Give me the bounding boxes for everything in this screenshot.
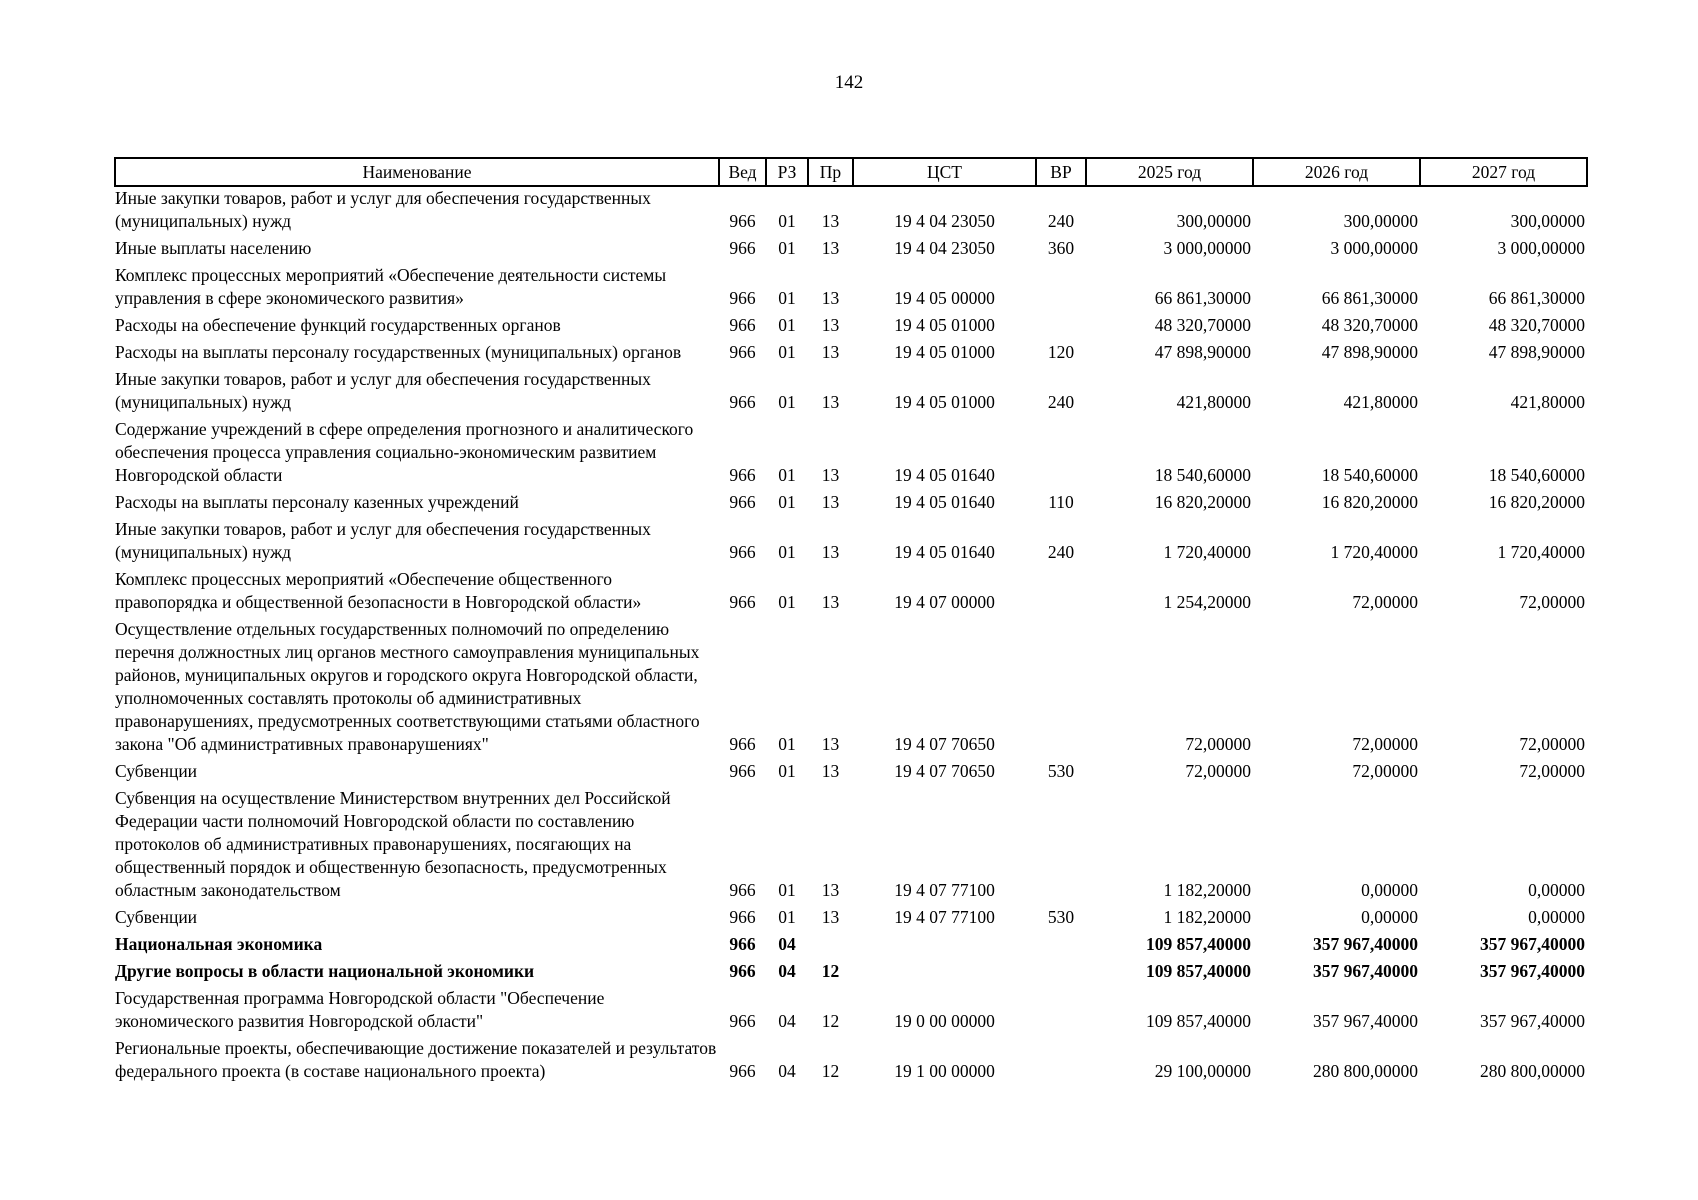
header-vr: ВР	[1036, 158, 1086, 186]
cell-name: Расходы на выплаты персоналу государственных (муниципальных) органов	[115, 342, 682, 362]
cell-pr: 13	[821, 392, 840, 412]
cell-vr: 360	[1047, 238, 1075, 258]
cell-name: Субвенция на осуществление Министерством внутренних дел Российской Федерации части полномочий Новгородской области по составлению протоколов об административных правонарушениях, посягающих на общественный порядок и общественную безопасность, предусмотренных областным законодательством	[115, 788, 671, 900]
header-2025: 2025 год	[1086, 158, 1253, 186]
cell-pr: 12	[821, 1061, 840, 1081]
cell-2027: 421,80000	[1510, 392, 1585, 412]
cell-pr: 13	[821, 492, 840, 512]
cell-2026: 48 320,70000	[1321, 315, 1418, 335]
table-header-row	[115, 158, 1587, 186]
cell-ved: 966	[729, 492, 756, 512]
cell-rz: 01	[778, 880, 796, 900]
cell-ved: 966	[729, 542, 756, 562]
cell-2026: 357 967,40000	[1313, 934, 1418, 954]
cell-ved: 966	[729, 342, 756, 362]
cell-cst: 19 4 05 01640	[894, 492, 995, 512]
cell-2025: 1 720,40000	[1163, 542, 1251, 562]
cell-ved: 966	[729, 288, 756, 308]
cell-vr	[1036, 618, 1086, 760]
cell-2025: 300,00000	[1176, 211, 1251, 231]
cell-pr: 13	[821, 880, 840, 900]
cell-2025: 1 182,20000	[1163, 880, 1251, 900]
table-row	[115, 618, 1587, 760]
cell-pr: 13	[821, 761, 840, 781]
cell-vr: 240	[1047, 542, 1075, 562]
cell-ved: 966	[729, 880, 756, 900]
cell-rz: 01	[778, 211, 796, 231]
cell-ved: 966	[729, 238, 756, 258]
cell-rz: 01	[778, 542, 796, 562]
cell-2026: 421,80000	[1343, 392, 1418, 412]
header-2027: 2027 год	[1420, 158, 1587, 186]
cell-vr	[1036, 987, 1086, 1037]
cell-ved: 966	[729, 211, 756, 231]
cell-pr: 12	[821, 961, 840, 981]
cell-2027: 72,00000	[1519, 734, 1585, 754]
cell-ved: 966	[729, 465, 756, 485]
cell-name: Иные закупки товаров, работ и услуг для обеспечения государственных (муниципальных) нужд	[115, 519, 651, 562]
cell-name: Региональные проекты, обеспечивающие достижение показателей и результатов федерального проекта (в составе национального проекта)	[115, 1038, 717, 1081]
cell-ved: 966	[729, 1061, 756, 1081]
cell-pr: 13	[821, 238, 840, 258]
cell-2027: 280 800,00000	[1480, 1061, 1585, 1081]
cell-2027: 16 820,20000	[1488, 492, 1585, 512]
table-row	[115, 314, 1587, 341]
cell-rz: 01	[778, 392, 796, 412]
table-row	[115, 518, 1587, 568]
cell-2026: 72,00000	[1352, 734, 1418, 754]
table-row	[115, 787, 1587, 906]
cell-2027: 357 967,40000	[1480, 1011, 1585, 1031]
header-pr: Пр	[808, 158, 853, 186]
cell-vr: 240	[1047, 211, 1075, 231]
table-row	[115, 1037, 1587, 1087]
cell-cst: 19 4 04 23050	[894, 211, 995, 231]
cell-name: Иные выплаты населению	[115, 238, 312, 258]
table-row	[115, 237, 1587, 264]
cell-cst: 19 4 05 01000	[894, 342, 995, 362]
table-row	[115, 987, 1587, 1037]
cell-rz: 01	[778, 238, 796, 258]
header-cst: ЦСТ	[853, 158, 1036, 186]
cell-ved: 966	[729, 734, 756, 754]
table-row	[115, 933, 1587, 960]
cell-2025: 109 857,40000	[1146, 934, 1251, 954]
cell-vr	[1036, 933, 1086, 960]
table-row	[115, 186, 1587, 237]
cell-ved: 966	[729, 592, 756, 612]
cell-2026: 47 898,90000	[1321, 342, 1418, 362]
cell-name: Другие вопросы в области национальной экономики	[115, 961, 535, 981]
cell-2027: 47 898,90000	[1488, 342, 1585, 362]
cell-name: Комплекс процессных мероприятий «Обеспечение общественного правопорядка и общественной безопасности в Новгородской области»	[115, 569, 642, 612]
header-name: Наименование	[115, 158, 719, 186]
cell-ved: 966	[729, 934, 756, 954]
cell-name: Иные закупки товаров, работ и услуг для обеспечения государственных (муниципальных) нужд	[115, 188, 651, 231]
cell-2027: 48 320,70000	[1488, 315, 1585, 335]
cell-2026: 66 861,30000	[1321, 288, 1418, 308]
cell-rz: 01	[778, 492, 796, 512]
cell-cst: 19 4 07 70650	[894, 761, 995, 781]
cell-2025: 72,00000	[1185, 734, 1251, 754]
cell-cst: 19 4 05 00000	[894, 288, 995, 308]
cell-rz: 01	[778, 734, 796, 754]
cell-cst: 19 1 00 00000	[894, 1061, 995, 1081]
cell-2026: 357 967,40000	[1313, 961, 1418, 981]
cell-pr: 13	[821, 542, 840, 562]
cell-pr: 13	[821, 315, 840, 335]
cell-2027: 3 000,00000	[1497, 238, 1585, 258]
cell-2026: 0,00000	[1361, 880, 1418, 900]
cell-name: Расходы на выплаты персоналу казенных учреждений	[115, 492, 519, 512]
table-body	[115, 186, 1587, 1087]
cell-2027: 0,00000	[1528, 907, 1585, 927]
table-row	[115, 760, 1587, 787]
cell-2027: 72,00000	[1519, 761, 1585, 781]
cell-rz: 01	[778, 288, 796, 308]
cell-rz: 04	[778, 961, 796, 981]
cell-2025: 47 898,90000	[1154, 342, 1251, 362]
cell-2027: 0,00000	[1528, 880, 1585, 900]
table-row	[115, 906, 1587, 933]
cell-rz: 01	[778, 592, 796, 612]
cell-name: Государственная программа Новгородской области "Обеспечение экономического развития Новгородской области"	[115, 988, 605, 1031]
cell-2026: 357 967,40000	[1313, 1011, 1418, 1031]
cell-name: Содержание учреждений в сфере определения прогнозного и аналитического обеспечения процесса управления социально-экономическим развитием Новгородской области	[115, 419, 694, 485]
cell-name: Национальная экономика	[115, 934, 323, 954]
cell-pr: 13	[821, 592, 840, 612]
header-2026: 2026 год	[1253, 158, 1420, 186]
cell-2027: 357 967,40000	[1480, 934, 1585, 954]
cell-rz: 01	[778, 342, 796, 362]
cell-vr	[1036, 264, 1086, 314]
cell-2026: 280 800,00000	[1313, 1061, 1418, 1081]
cell-rz: 04	[778, 934, 796, 954]
cell-vr	[1036, 787, 1086, 906]
header-rz: РЗ	[766, 158, 808, 186]
cell-cst: 19 4 04 23050	[894, 238, 995, 258]
cell-vr: 530	[1047, 761, 1075, 781]
cell-2025: 29 100,00000	[1154, 1061, 1251, 1081]
cell-ved: 966	[729, 907, 756, 927]
cell-cst	[853, 960, 1036, 987]
cell-rz: 01	[778, 761, 796, 781]
cell-vr	[1036, 960, 1086, 987]
page-number: 142	[834, 72, 864, 93]
table-row	[115, 341, 1587, 368]
cell-2027: 357 967,40000	[1480, 961, 1585, 981]
cell-name: Субвенции	[115, 761, 198, 781]
cell-cst: 19 4 05 01000	[894, 315, 995, 335]
cell-2025: 72,00000	[1185, 761, 1251, 781]
cell-name: Осуществление отдельных государственных полномочий по определению перечня должностных лиц органов местного самоуправления муниципальных районов, муниципальных округов и городского округа Новгородской области, уполномоченных составлять протоколы об административных правонарушениях, предусмотренных соответствующими статьями областного закона "Об административных правонарушениях"	[115, 619, 700, 754]
cell-ved: 966	[729, 1011, 756, 1031]
cell-cst: 19 4 05 01640	[894, 465, 995, 485]
cell-2027: 72,00000	[1519, 592, 1585, 612]
cell-2026: 300,00000	[1343, 211, 1418, 231]
cell-2027: 18 540,60000	[1488, 465, 1585, 485]
cell-vr: 240	[1047, 392, 1075, 412]
cell-2026: 1 720,40000	[1330, 542, 1418, 562]
cell-cst: 19 4 07 77100	[894, 907, 995, 927]
table-row	[115, 491, 1587, 518]
cell-name: Иные закупки товаров, работ и услуг для обеспечения государственных (муниципальных) нужд	[115, 369, 651, 412]
cell-2025: 1 182,20000	[1163, 907, 1251, 927]
cell-rz: 01	[778, 465, 796, 485]
cell-2026: 16 820,20000	[1321, 492, 1418, 512]
table-row	[115, 264, 1587, 314]
cell-cst: 19 4 07 77100	[894, 880, 995, 900]
cell-cst: 19 4 05 01000	[894, 392, 995, 412]
cell-ved: 966	[729, 761, 756, 781]
cell-pr: 13	[821, 907, 840, 927]
cell-ved: 966	[729, 961, 756, 981]
cell-2026: 0,00000	[1361, 907, 1418, 927]
cell-2027: 1 720,40000	[1497, 542, 1585, 562]
table-row	[115, 368, 1587, 418]
header-ved: Вед	[719, 158, 766, 186]
cell-ved: 966	[729, 392, 756, 412]
table-row	[115, 568, 1587, 618]
cell-2026: 18 540,60000	[1321, 465, 1418, 485]
cell-2025: 109 857,40000	[1146, 961, 1251, 981]
cell-cst: 19 0 00 00000	[894, 1011, 995, 1031]
cell-2025: 421,80000	[1176, 392, 1251, 412]
cell-rz: 04	[778, 1011, 796, 1031]
cell-pr: 13	[821, 465, 840, 485]
cell-2025: 48 320,70000	[1154, 315, 1251, 335]
cell-2025: 18 540,60000	[1154, 465, 1251, 485]
cell-rz: 04	[778, 1061, 796, 1081]
cell-cst: 19 4 07 70650	[894, 734, 995, 754]
cell-2025: 16 820,20000	[1154, 492, 1251, 512]
cell-cst	[853, 933, 1036, 960]
cell-vr	[1036, 568, 1086, 618]
cell-pr: 12	[821, 1011, 840, 1031]
cell-name: Комплекс процессных мероприятий «Обеспечение деятельности системы управления в сфере экономического развития»	[115, 265, 667, 308]
cell-pr: 13	[821, 342, 840, 362]
cell-pr: 13	[821, 288, 840, 308]
cell-vr: 110	[1048, 492, 1074, 512]
budget-table	[114, 157, 1588, 1087]
cell-pr	[808, 933, 853, 960]
cell-cst: 19 4 07 00000	[894, 592, 995, 612]
cell-2025: 3 000,00000	[1163, 238, 1251, 258]
cell-2026: 3 000,00000	[1330, 238, 1418, 258]
cell-name: Субвенции	[115, 907, 198, 927]
cell-2027: 66 861,30000	[1488, 288, 1585, 308]
cell-pr: 13	[821, 211, 840, 231]
cell-vr: 120	[1047, 342, 1075, 362]
cell-2026: 72,00000	[1352, 761, 1418, 781]
cell-2025: 66 861,30000	[1154, 288, 1251, 308]
table-row	[115, 960, 1587, 987]
cell-name: Расходы на обеспечение функций государственных органов	[115, 315, 561, 335]
cell-2025: 109 857,40000	[1146, 1011, 1251, 1031]
cell-vr	[1036, 1037, 1086, 1087]
cell-vr	[1036, 418, 1086, 491]
cell-2027: 300,00000	[1510, 211, 1585, 231]
cell-vr	[1036, 314, 1086, 341]
cell-cst: 19 4 05 01640	[894, 542, 995, 562]
cell-rz: 01	[778, 907, 796, 927]
cell-2025: 1 254,20000	[1163, 592, 1251, 612]
cell-pr: 13	[821, 734, 840, 754]
table-row	[115, 418, 1587, 491]
cell-rz: 01	[778, 315, 796, 335]
cell-2026: 72,00000	[1352, 592, 1418, 612]
cell-vr: 530	[1047, 907, 1075, 927]
cell-ved: 966	[729, 315, 756, 335]
